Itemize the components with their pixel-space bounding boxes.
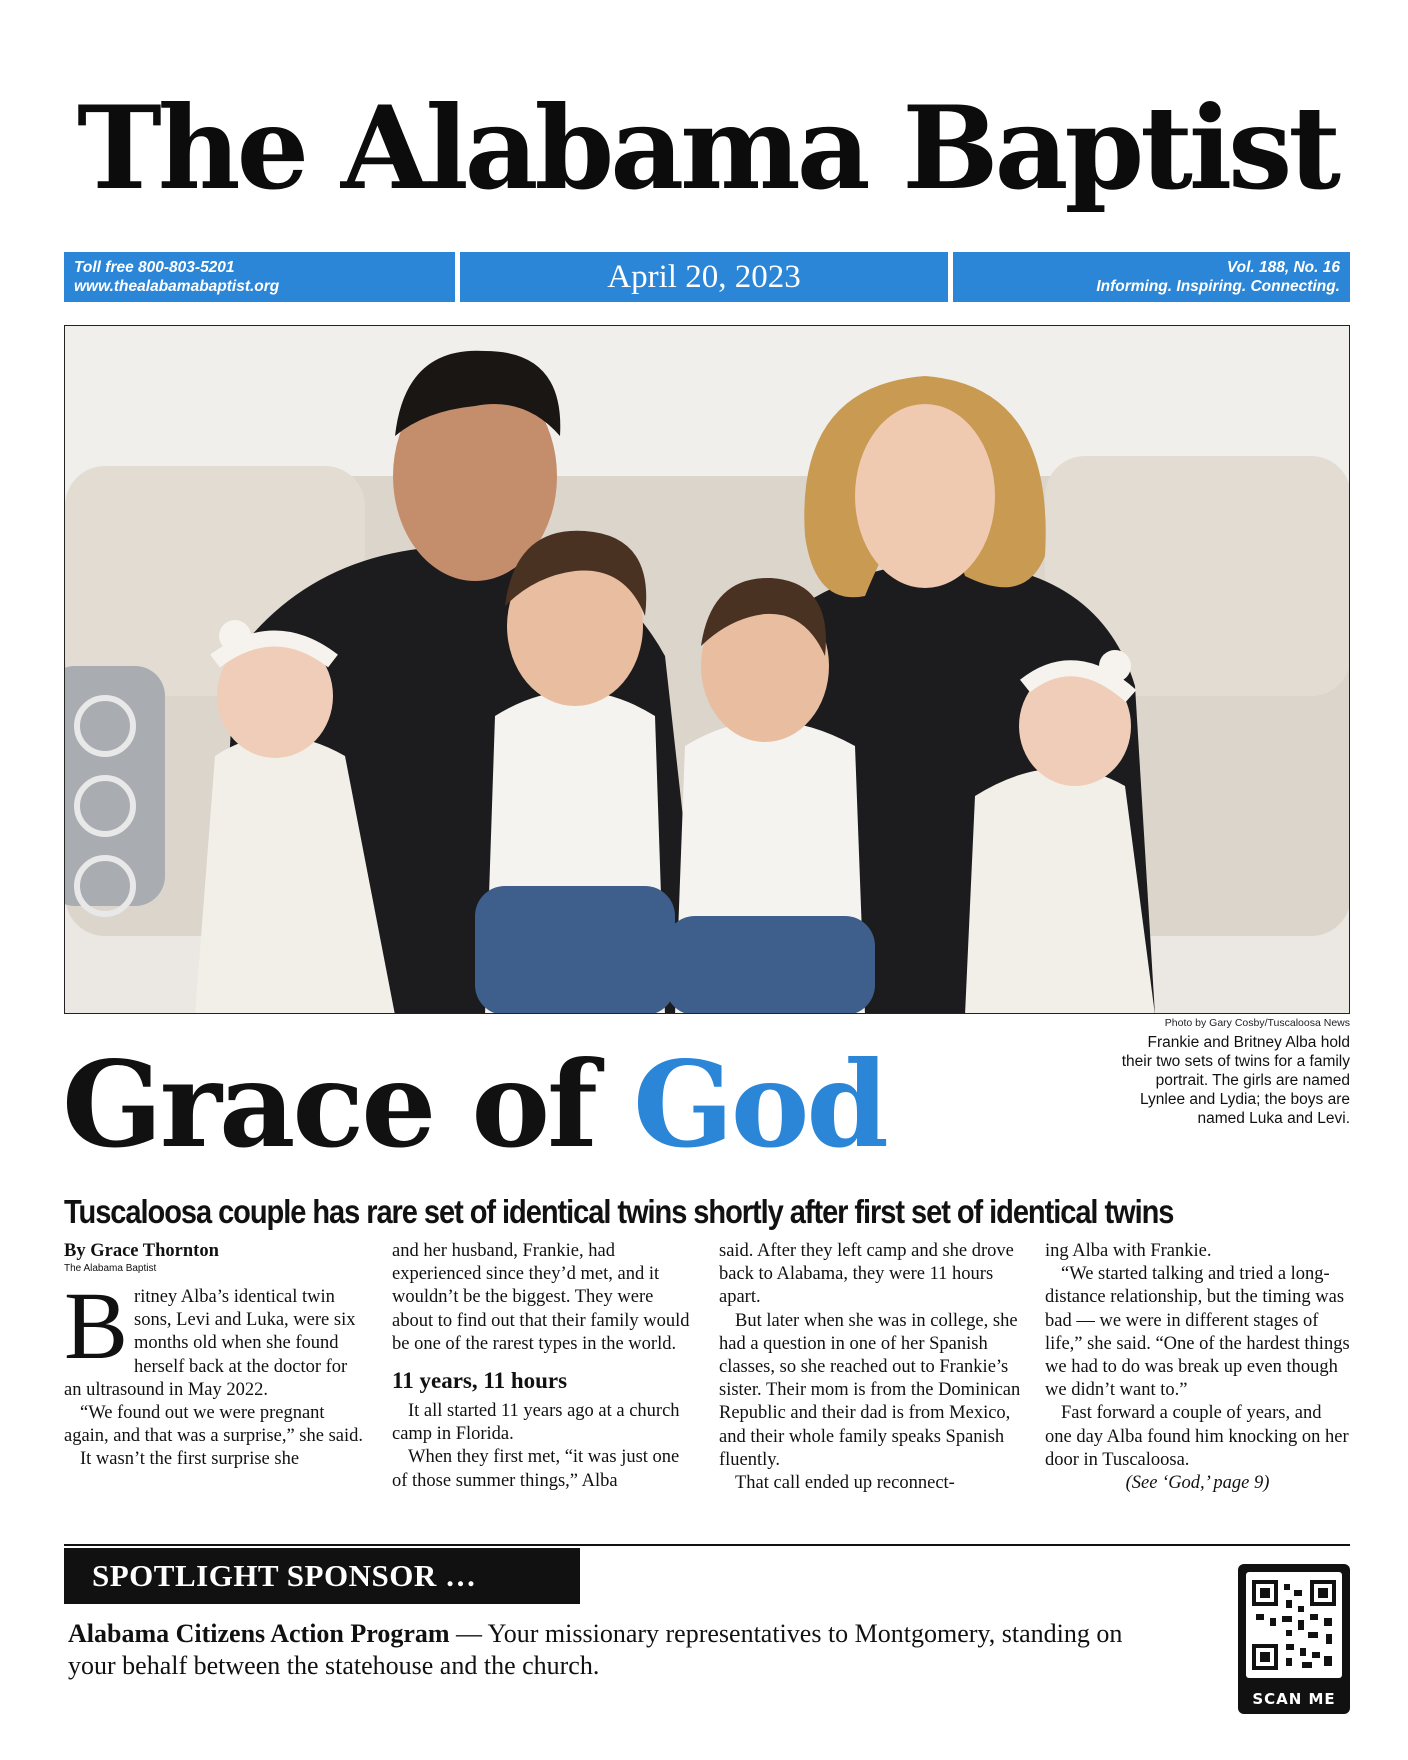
article-paragraph: It wasn’t the first surprise she (80, 1449, 300, 1470)
headline-part2: God (632, 1035, 886, 1174)
sponsor-description: — Your missionary representatives to Montgomery, standing on your behalf between the statehouse and the church. (68, 1619, 1123, 1680)
article-paragraph: and her husband, Frankie, had experienced since they’d met, and it wouldn’t be the biggest. They were about to find out that their family would be one of the rarest types in the world. (392, 1241, 690, 1354)
article-column-1 (64, 1240, 369, 1472)
article-column-2 (392, 1240, 697, 1493)
jump-reference[interactable]: (See ‘God,’ page 9) (1125, 1473, 1270, 1494)
section-divider (64, 1544, 1350, 1546)
sponsor-text (68, 1618, 1168, 1682)
article-column-4 (1045, 1240, 1350, 1495)
article-paragraph: But later when she was in college, she had a question in one of her Spanish classes, so she reached out to Frankie’s sister. Their mom is from the Dominican Republic and their dad is from Mexico, and their whole family speaks Spanish fluently. (719, 1310, 1021, 1470)
info-bar (64, 252, 1350, 302)
article-paragraph: It all started 11 years ago at a church camp in Florida. (392, 1401, 680, 1445)
volume-number: Vol. 188, No. 16 (1226, 259, 1340, 276)
article-paragraph: Britney Alba’s identical twin sons, Levi and Luka, were six months old when she found herself back at the doctor for an ultrasound in May 2022. (64, 1272, 356, 1400)
masthead-title: The Alabama Baptist (76, 81, 1338, 215)
section-subhead: 11 years, 11 hours (392, 1368, 568, 1394)
sponsor-name: Alabama Citizens Action Program (68, 1619, 450, 1648)
photo-caption: Frankie and Britney Alba hold their two sets of twins for a family portrait. The girls are named Lynlee and Lydia; the boys are named Luka and Levi. (1121, 1034, 1350, 1127)
volume-cell (953, 252, 1350, 302)
article-paragraph: Fast forward a couple of years, and one day Alba found him knocking on her door in Tuscaloosa. (1045, 1403, 1349, 1470)
article-column-3 (719, 1240, 1024, 1495)
subheadline-deck: Tuscaloosa couple has rare set of identical twins shortly after first set of identical twins (64, 1193, 1174, 1230)
article-paragraph: When they first met, “it was just one of those summer things,” Alba (392, 1447, 680, 1491)
headline-part1: Grace of (62, 1035, 633, 1174)
issue-date: April 20, 2023 (460, 252, 948, 302)
phone-number: Toll free 800-803-5201 (74, 259, 235, 276)
article-paragraph: That call ended up reconnect- (735, 1473, 955, 1494)
family-photo (64, 325, 1350, 1014)
byline: By Grace Thornton (64, 1241, 219, 1261)
qr-code-badge[interactable] (1238, 1564, 1350, 1714)
article-paragraph: “We started talking and tried a long-distance relationship, but the timing was bad — we were in different stages of life,” she said. “One of the hardest things we had to do was break up even though we didn’t want to.” (1045, 1264, 1350, 1401)
qr-code-icon (1246, 1572, 1342, 1678)
contact-cell (64, 252, 455, 302)
website-link[interactable]: www.thealabamabaptist.org (74, 278, 280, 295)
byline-org: The Alabama Baptist (64, 1263, 157, 1274)
article-paragraph: “We found out we were pregnant again, and that was a surprise,” she said. (64, 1403, 363, 1447)
article-paragraph: said. After they left camp and she drove back to Alabama, they were 11 hours apart. (719, 1241, 1014, 1308)
tagline: Informing. Inspiring. Connecting. (1096, 278, 1340, 295)
drop-cap: B (64, 1272, 129, 1379)
photo-credit: Photo by Gary Cosby/Tuscaloosa News (1164, 1017, 1350, 1029)
article-paragraph: ing Alba with Frankie. (1045, 1241, 1212, 1261)
headline (62, 1030, 886, 1180)
scan-me-label: SCAN ME (1252, 1690, 1336, 1708)
spotlight-sponsor-tag: SPOTLIGHT SPONSOR … (64, 1548, 580, 1604)
